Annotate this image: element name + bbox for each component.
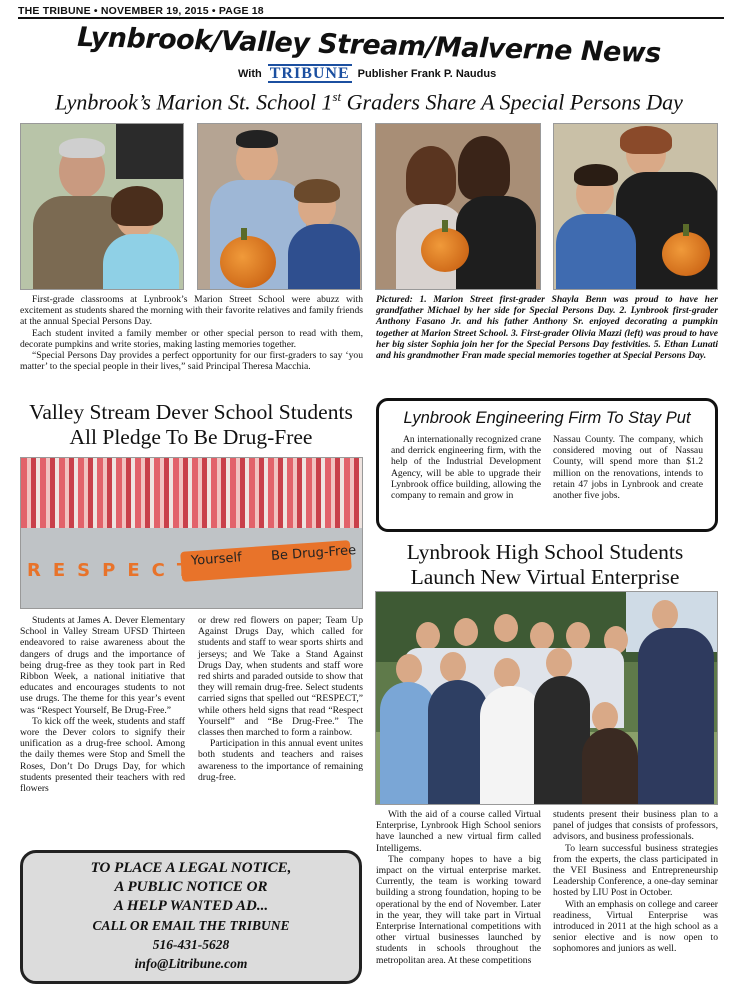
story2-col1 (20, 615, 185, 794)
story1-paragraph: First-grade classrooms at Lynbrook’s Marion Street School were abuzz with excitement as students shared the morning with their favorite relatives and family friends at the annual Special Persons Day. (20, 294, 363, 328)
banner-word: Be Drug-Free (270, 543, 357, 564)
story4-col1 (376, 809, 541, 966)
photo-grandfather-and-girl (20, 123, 184, 290)
story3-col1: An internationally recognized crane and derrick engineering firm, with the help of the Industrial Development Agency, will be able to upgrade their Lynbrook office building, allowing the company to remain and grow in (391, 434, 541, 502)
ad-line: A PUBLIC NOTICE OR (114, 879, 268, 895)
story3-col2: Nassau County. The company, which considered moving out of Nassau County, will spend more than $1.2 million on the renovations, intends to retain 47 jobs in Lynbrook and create another five jobs. (553, 434, 703, 502)
story2-paragraph: Participation in this annual event unites both students and teachers and raises awareness to the importance of remaining drug-free. (198, 738, 363, 783)
banner-word: RESPECT (27, 560, 202, 581)
masthead-subline (238, 64, 496, 83)
photo-father-and-son-pumpkin (197, 123, 362, 290)
story1-paragraph: “Special Persons Day provides a perfect opportunity for our first-graders to say ‘you matter’ to the special people in their lives,” said Principal Theresa Macchia. (20, 350, 363, 373)
story1-caption: Pictured: 1. Marion Street first-grader Shayla Benn was proud to have her grandfather Michael by her side for Special Persons Day. 2. Lynbrook first-grader Anthony Fasano Jr. and his father Anthony Sr. enjoyed decorating a pumpkin together at Marion Street School. 3. First-grader Olivia Mazzi (left) was proud to have her big sister Sophia join her for the Special Persons Day festivities. 5. Ethan Lunati and his grandmother Fran made special memories together at Special Persons Day. (376, 294, 718, 362)
masthead-publisher: Publisher Frank P. Naudus (357, 67, 497, 80)
tribune-logo: TRIBUNE (269, 65, 350, 82)
story4-paragraph: students present their business plan to a panel of judges that consists of professors, advisors, and business professionals. (553, 809, 718, 843)
ad-email: info@Litribune.com (134, 956, 248, 971)
story1-headline-post: Graders Share A Special Persons Day (341, 89, 683, 115)
story2-paragraph: Students at James A. Dever Elementary School in Valley Stream UFSD Thirteen endeavored to raise awareness about the dangers of drugs and the importance of being drug-free as they took part in Red Ribbon Week, a national initiative that educates and encourages students to not use drugs. The theme for this year’s event was “Respect Yourself, Be Drug-Free.” (20, 615, 185, 716)
story2-paragraph: To kick off the week, students and staff wore the Dever colors to signify their unification as a drug-free school. Among the daily themes were Stop and Smell the Roses, Don’t Do Drugs Day, for which students presented their teachers with red flowers (20, 715, 185, 795)
ad-line: A HELP WANTED AD... (113, 898, 269, 914)
story4-paragraph: With the aid of a course called Virtual Enterprise, Lynbrook High School seniors have launched a new virtual firm called Intelligems. (376, 809, 541, 854)
photo-sisters-pumpkin (375, 123, 541, 290)
story3-headline: Lynbrook Engineering Firm To Stay Put (403, 409, 691, 427)
photo-high-school-students (375, 591, 718, 805)
story1-headline (0, 89, 738, 115)
story4-paragraph: The company hopes to have a big impact on the virtual enterprise market. Currently, the team is working toward building a strong foundation, hoping to be operational by the end of November. Later in the year, they will take part in Virtual Enterprise International competitions with other virtual businesses launched by students in schools throughout the metropolitan area. At these competitions (376, 853, 541, 966)
folio-rule (18, 17, 724, 19)
story4-col2 (553, 809, 718, 955)
story2-headline: Valley Stream Dever School Students All Pledge To Be Drug-Free (29, 400, 353, 449)
story1-paragraph: Each student invited a family member or other special person to read with them, decorate pumpkins and write stories, making lasting memories together. (20, 327, 363, 350)
photo-students-drug-free (20, 457, 363, 609)
story4-paragraph: To learn successful business strategies from the experts, the class participated in the VEI Business and Entrepreneurship Leadership Conference, a one-day seminar hosted by LIU Post in October. (553, 842, 718, 899)
story4-headline: Lynbrook High School Students Launch New Virtual Enterprise (406, 540, 684, 589)
story1-headline-sup: st (332, 89, 342, 104)
masthead-with: With (238, 67, 262, 80)
ad-line: TO PLACE A LEGAL NOTICE, (90, 860, 292, 876)
story1-body (20, 294, 363, 372)
story2-col2 (198, 615, 363, 783)
photo-grandmother-and-boy (553, 123, 718, 290)
ad-line: CALL OR EMAIL THE TRIBUNE (92, 918, 290, 933)
story4-paragraph: With an emphasis on college and career readiness, Virtual Enterprise was introduced in 2011 at the high school as a senior elective and is now open to sophomores and juniors as well. (553, 898, 718, 955)
story2-paragraph: or drew red flowers on paper; Team Up Against Drugs Day, which called for students and staff to wear sports shirts and jerseys; and We Take a Stand Against Drugs Day, when students and staff wore red shirts and paraded outside to show that they will remain drug-free. Select students carried signs that spelled out “RESPECT,” while others held signs that read “Respect Yourself” and “Be Drug-Free.” The classes then marched to form a rainbow. (198, 615, 363, 739)
banner-word: Yourself (190, 550, 243, 569)
story1-headline-pre: Lynbrook’s Marion St. School 1 (55, 89, 333, 115)
engineering-firm-box (376, 398, 718, 532)
legal-notice-ad (20, 850, 362, 984)
page-folio: THE TRIBUNE • NOVEMBER 19, 2015 • PAGE 18 (18, 5, 264, 17)
ad-phone: 516-431-5628 (152, 937, 230, 952)
masthead-title: Lynbrook/Valley Stream/Malverne News (76, 21, 662, 70)
